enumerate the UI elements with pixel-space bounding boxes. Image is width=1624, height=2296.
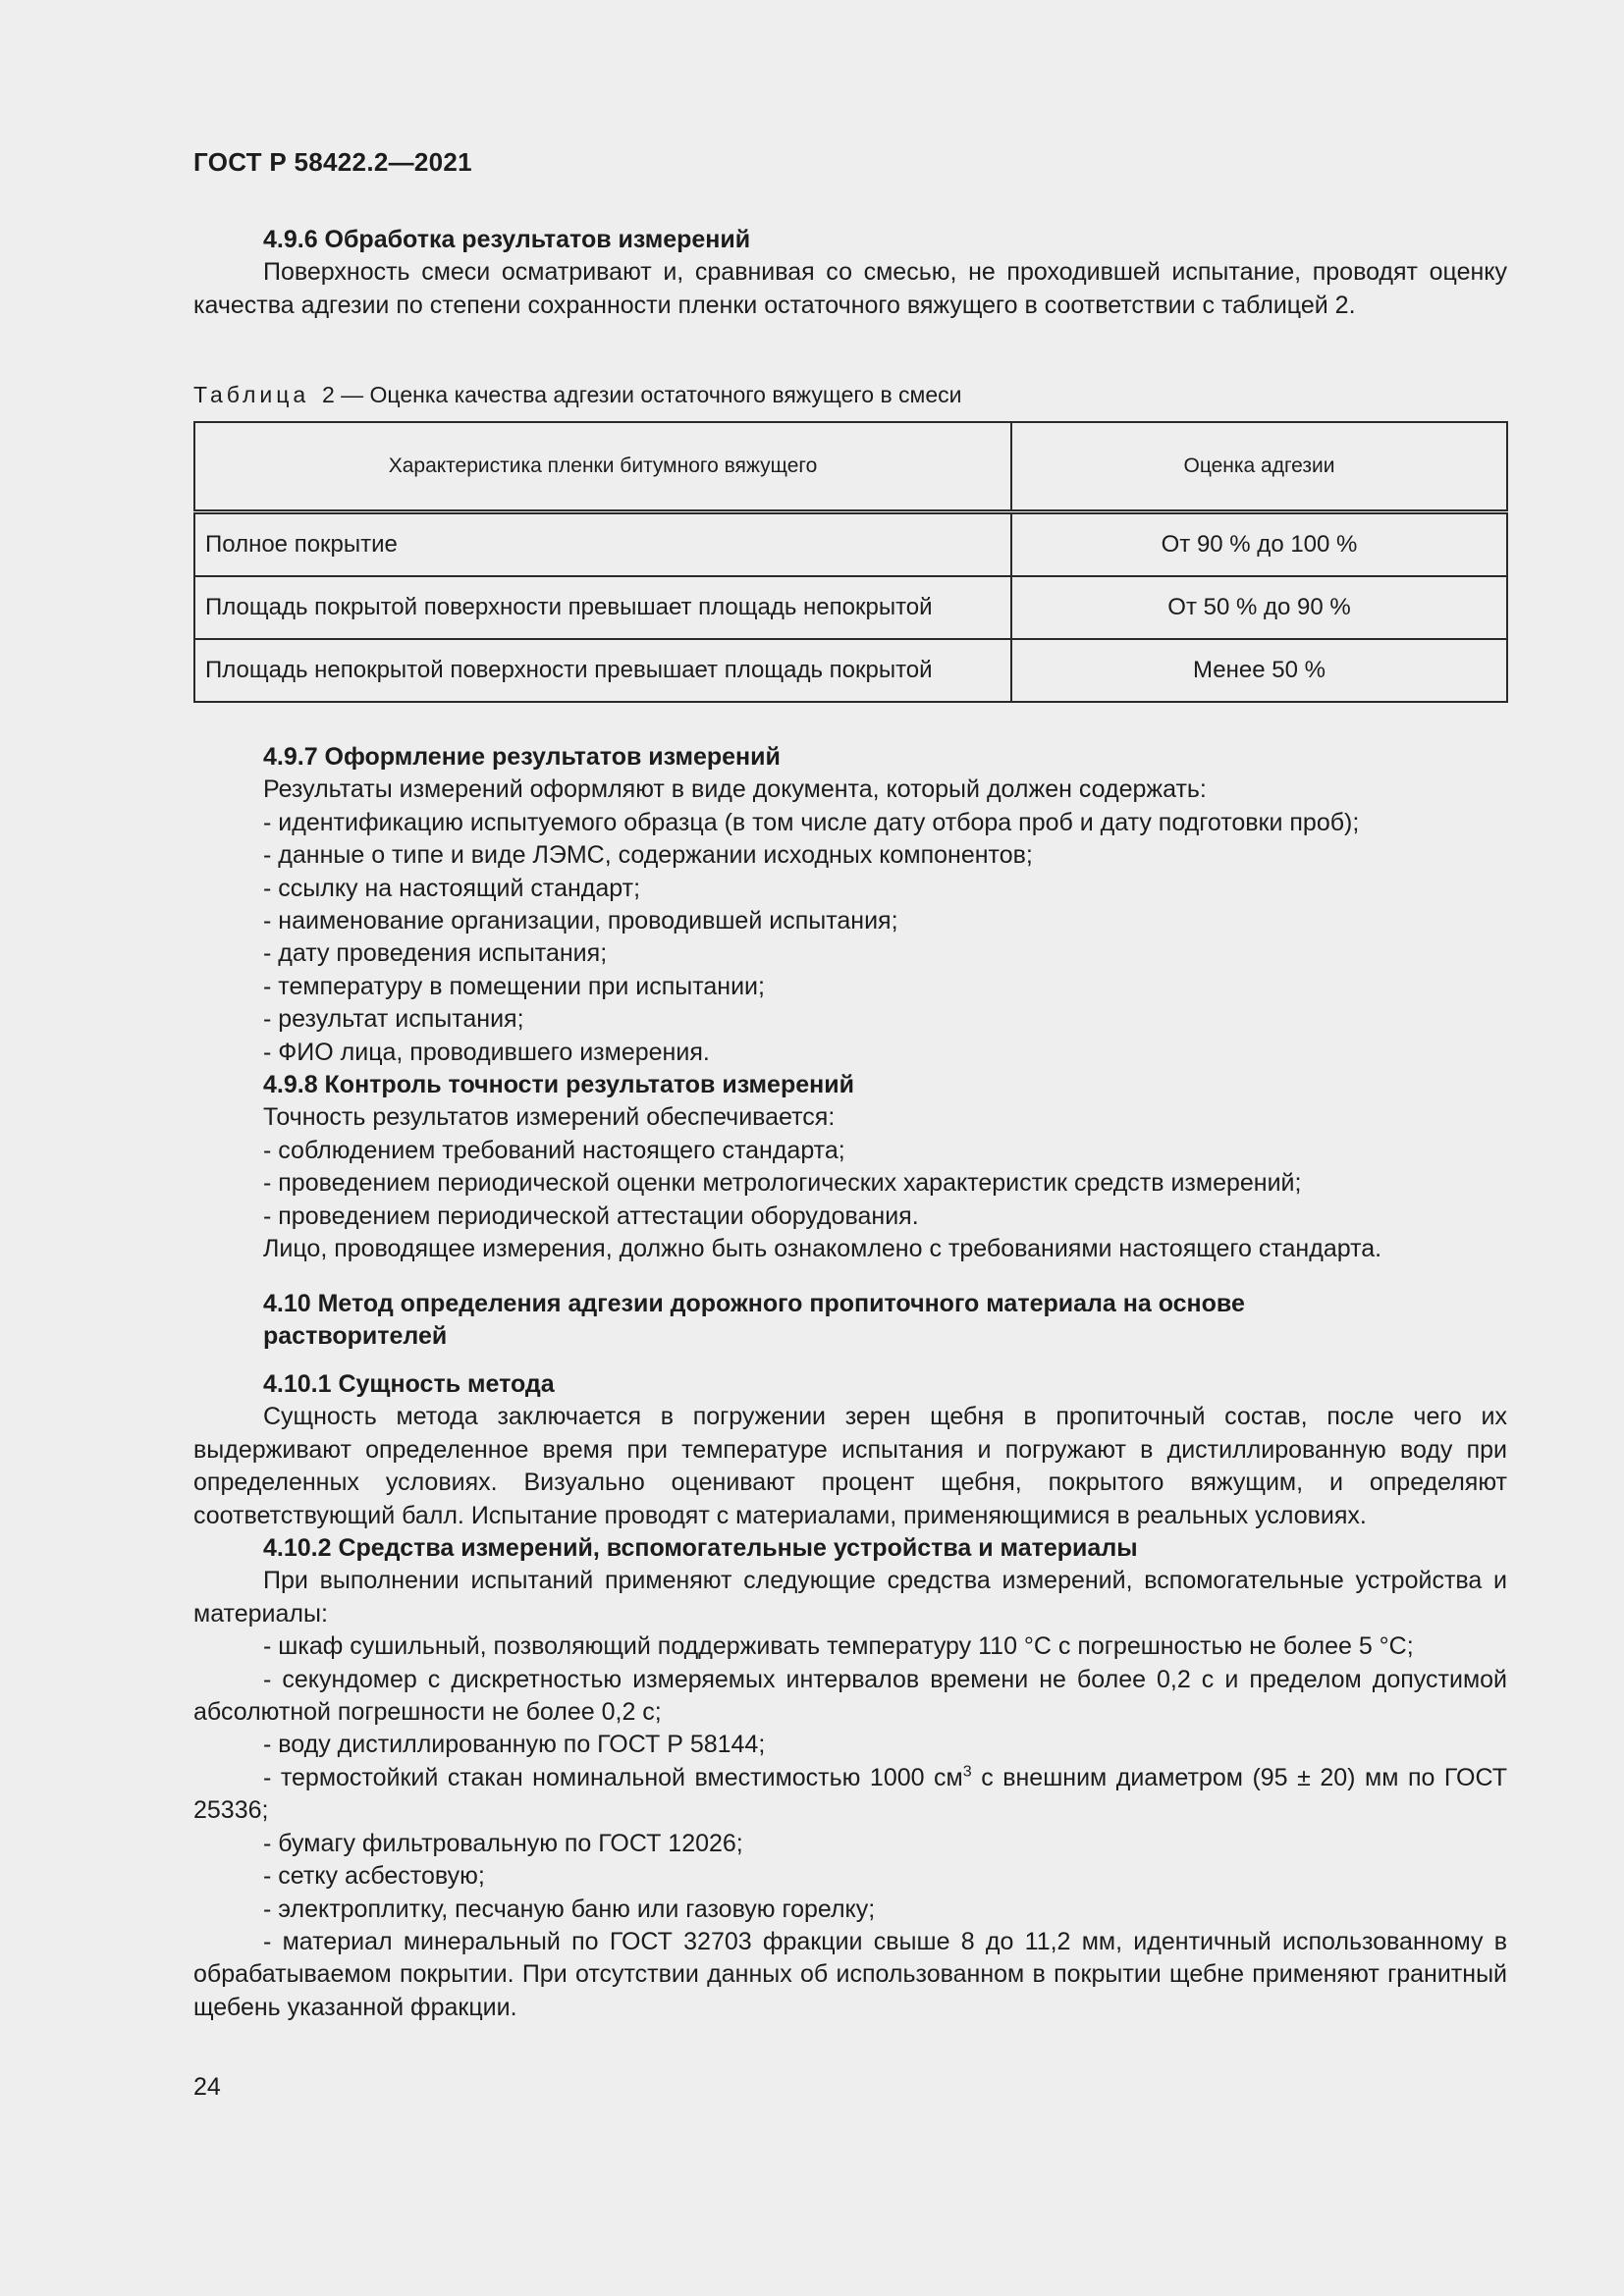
table-cell: От 50 % до 90 % [1011,576,1507,639]
list-item: - дату проведения испытания; [263,939,608,968]
list-item: - идентификацию испытуемого образца (в том числе дату отбора проб и дату подготовки проб); [263,808,1360,836]
paragraph: Точность результатов измерений обеспечивается: [263,1103,836,1132]
table-cell: От 90 % до 100 % [1011,512,1507,577]
list-item: - бумагу фильтровальную по ГОСТ 12026; [263,1829,743,1857]
section-title: 4.10.2 Средства измерений, вспомогательные устройства и материалы [263,1534,1138,1563]
list-item: - наименование организации, проводившей испытания; [263,907,898,935]
section-4-9-6 [193,224,1507,322]
paragraph: Поверхность смеси осматривают и, сравнивая со смесью, не проходившей испытание, проводят оценку качества адгезии по степени сохранности пленки остаточного вяжущего в соответствии с таблицей 2. [193,258,1507,319]
list-item: - воду дистиллированную по ГОСТ Р 58144; [263,1731,766,1759]
table-cell: Полное покрытие [194,512,1011,577]
table-header-cell: Характеристика пленки битумного вяжущего [194,422,1011,512]
list-item: - ФИО лица, проводившего измерения. [263,1038,710,1066]
table-cell: Площадь покрытой поверхности превышает площадь непокрытой [194,576,1011,639]
table-row [194,512,1507,577]
paragraph: Лицо, проводящее измерения, должно быть ознакомлено с требованиями настоящего стандарта. [263,1235,1382,1263]
list-item: - проведением периодической аттестации оборудования. [263,1201,919,1230]
adhesion-table-wrap [193,421,1507,703]
list-item: - результат испытания; [263,1005,524,1034]
list-item: - данные о типе и виде ЛЭМС, содержании исходных компонентов; [263,841,1033,870]
section-4-10-1 [193,1368,1507,2024]
section-title: 4.10 Метод определения адгезии дорожного пропиточного материала на основе [263,1290,1245,1317]
table-caption-label: Таблица [193,382,310,407]
table-header-row [194,422,1507,512]
section-title: растворителей [263,1322,448,1350]
table-row [194,639,1507,702]
list-item: - шкаф сушильный, позволяющий поддерживать температуру 110 °С с погрешностью не более 5 °С; [263,1632,1414,1661]
section-title: 4.9.6 Обработка результатов измерений [263,226,751,253]
section-4-9-7 [193,741,1507,1266]
table-cell: Площадь непокрытой поверхности превышает площадь покрытой [194,639,1011,702]
list-item: - секундомер с дискретностью измеряемых интервалов времени не более 0,2 с и пределом допустимой абсолютной погрешности не более 0,2 с; [193,1665,1507,1727]
table-caption [193,379,1507,411]
document-header: ГОСТ Р 58422.2—2021 [193,147,472,177]
list-item-text: с внешним диаметром (95 ± 20) мм по ГОСТ 25336; [193,1763,1507,1825]
page-number: 24 [193,2073,221,2101]
paragraph: Результаты измерений оформляют в виде документа, который должен содержать: [263,775,1207,804]
table-cell: Менее 50 % [1011,639,1507,702]
section-title: 4.10.1 Сущность метода [263,1370,555,1398]
list-item: - материал минеральный по ГОСТ 32703 фракции свыше 8 до 11,2 мм, идентичный использованному в обрабатываемом покрытии. При отсутствии данных об использованном в покрытии щебне применяют гранитный щебень указанной фракции. [193,1927,1507,2021]
list-item: - температуру в помещении при испытании; [263,972,765,1000]
table-header-cell: Оценка адгезии [1011,422,1507,512]
paragraph: При выполнении испытаний применяют следующие средства измерений, вспомогательные устройства и материалы: [193,1567,1507,1628]
paragraph: Сущность метода заключается в погружении зерен щебня в пропиточный состав, после чего их выдерживают определенное время при температуре испытания и погружают в дистиллированную воду при определенных условиях. Визуально оценивают процент щебня, покрытого вяжущим, и определяют соответствующий балл. Испытание проводят с материалами, применяющимися в реальных условиях. [193,1403,1507,1529]
table-caption-text: 2 — Оценка качества адгезии остаточного вяжущего в смеси [321,382,962,407]
list-item: - сетку асбестовую; [263,1862,485,1891]
list-item-text: - термостойкий стакан номинальной вместимостью 1000 см [263,1763,963,1791]
list-item: - проведением периодической оценки метрологических характеристик средств измерений; [263,1169,1302,1198]
table-row [194,576,1507,639]
adhesion-table [193,421,1508,703]
superscript: 3 [962,1763,972,1781]
list-item [193,1762,1507,1828]
list-item: - электроплитку, песчаную баню или газовую горелку; [263,1895,876,1923]
list-item: - соблюдением требований настоящего стандарта; [263,1136,845,1164]
section-title: 4.9.8 Контроль точности результатов измерений [263,1071,854,1099]
section-4-10 [193,1288,1507,1353]
section-title: 4.9.7 Оформление результатов измерений [263,743,781,771]
list-item: - ссылку на настоящий стандарт; [263,874,641,902]
